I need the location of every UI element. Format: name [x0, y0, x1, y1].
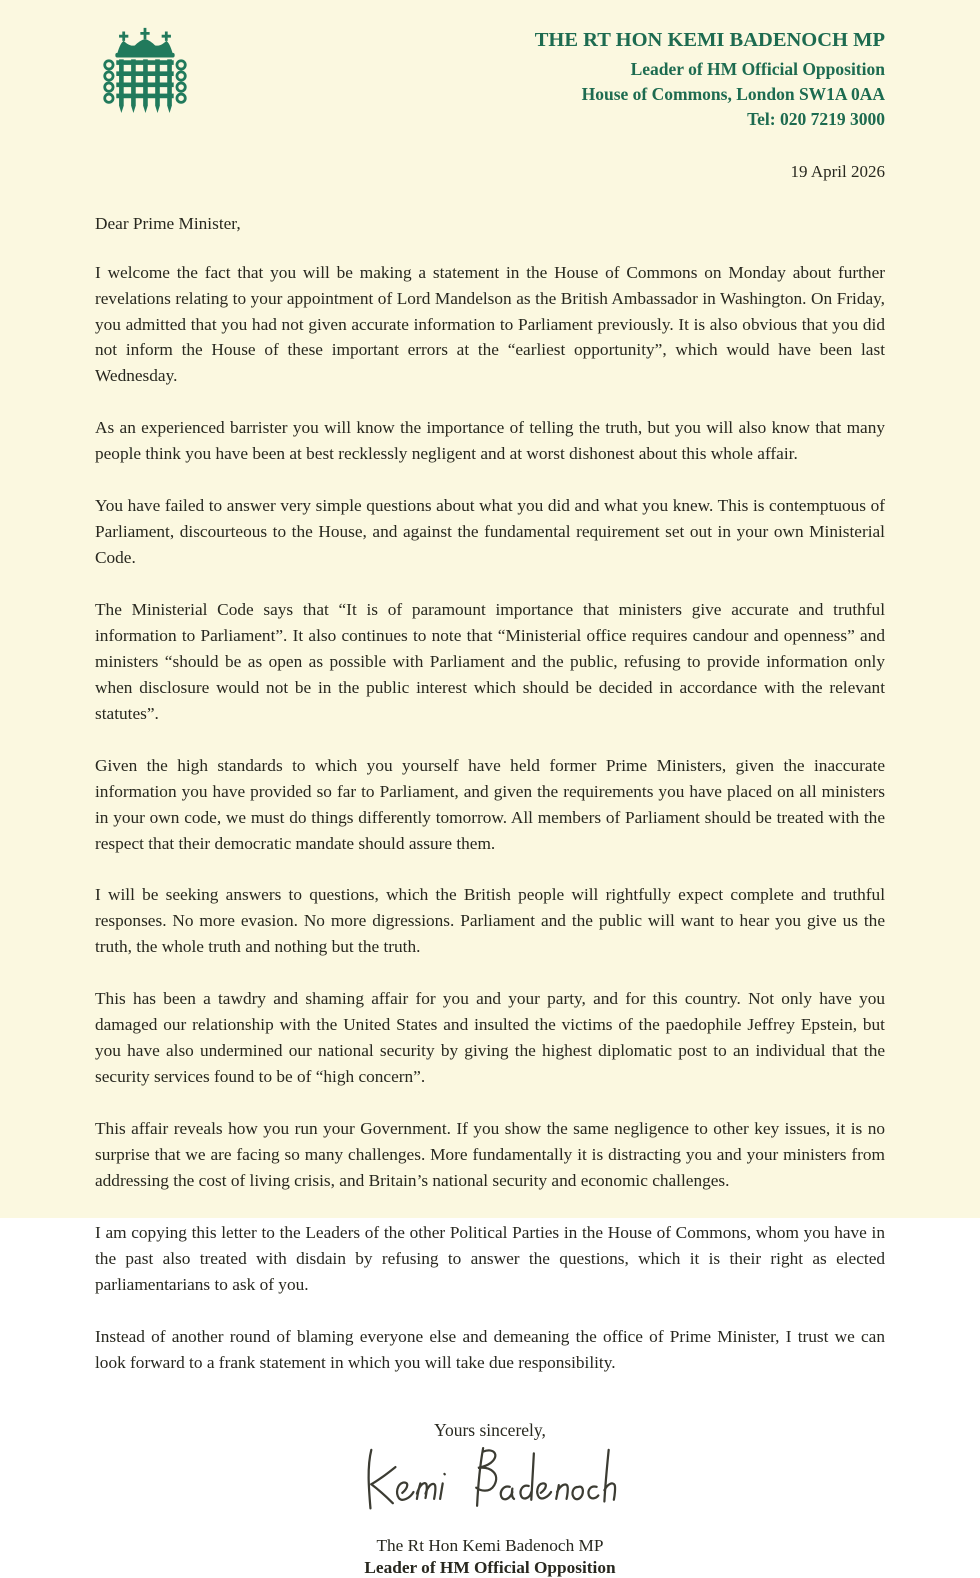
letter-paragraph: This has been a tawdry and shaming affair for you and your party, and for this country. Not only have you damaged our relationship with the United States and insulted the victims of the paedophile Jeffrey Epstein, but you have also undermined our national security by giving the highest diplomatic post to an individual that the security services found to be of “high concern”.	[95, 989, 885, 1087]
letterhead-contact-block	[535, 26, 885, 132]
portcullis-crown-logo	[95, 26, 195, 126]
signer-title: Leader of HM Official Opposition	[364, 1557, 616, 1577]
letterhead	[95, 24, 885, 132]
letter-date: 19 April 2026	[790, 161, 885, 181]
letter-paragraph: I will be seeking answers to questions, which the British people will rightfully expect complete and truthful responses. No more evasion. No more digressions. Parliament and the public will want to hear you give us the truth, the whole truth and nothing but the truth.	[95, 885, 885, 957]
letterhead-title: Leader of HM Official Opposition	[630, 59, 885, 80]
letter-paragraph: You have failed to answer very simple questions about what you did and what you knew. This is contemptuous of Parliament, discourteous to the House, and against the fundamental requirement set out in your own Ministerial Code.	[95, 496, 885, 568]
signature-block	[95, 1420, 885, 1578]
letter-paragraph: As an experienced barrister you will know the importance of telling the truth, but you will also know that many people think you have been at best recklessly negligent and at worst dishonest about this whole affair.	[95, 418, 885, 464]
letter-paragraph: The Ministerial Code says that “It is of paramount importance that ministers give accurate and truthful information to Parliament”. It also continues to note that “Ministerial office requires candour and openness” and ministers “should be as open as possible with Parliament and the public, refusing to provide information only when disclosure would not be in the public interest which should be decided in accordance with the relevant statutes”.	[95, 600, 885, 723]
letter-body	[95, 260, 885, 1376]
letter-paragraph: Given the high standards to which you yourself have held former Prime Ministers, given the inaccurate information you have provided so far to Parliament, and given the requirements you have placed on all ministers in your own code, we must do things differently tomorrow. All members of Parliament should be treated with the respect that their democratic mandate should assure them.	[95, 755, 885, 853]
letter-paragraph: Instead of another round of blaming everyone else and demeaning the office of Prime Minister, I trust we can look forward to a frank statement in which you will take due responsibility.	[95, 1326, 885, 1372]
salutation: Dear Prime Minister,	[95, 213, 241, 233]
letterhead-address: House of Commons, London SW1A 0AA	[581, 83, 885, 104]
letter-paragraph: I welcome the fact that you will be making a statement in the House of Commons on Monday about further revelations relating to your appointment of Lord Mandelson as the British Ambassador in Washington. On Friday, you admitted that you had not given accurate information to Parliament previously. It is also obvious that you did not inform the House of these important errors at the “earliest opportunity”, which would have been last Wednesday.	[95, 262, 885, 386]
letter-paragraph: I am copying this letter to the Leaders of the other Political Parties in the House of Commons, whom you have in the past also treated with disdain by refusing to answer the questions, which it is their right as elected parliamentarians to ask of you.	[95, 1222, 885, 1294]
letterhead-name: THE RT HON KEMI BADENOCH MP	[534, 29, 885, 51]
signer-name: The Rt Hon Kemi Badenoch MP	[376, 1535, 604, 1555]
letterhead-phone: Tel: 020 7219 3000	[747, 108, 885, 129]
letter-paragraph: This affair reveals how you run your Government. If you show the same negligence to other key issues, it is no surprise that we are facing so many challenges. More fundamentally it is distracting you and your ministers from addressing the cost of living crisis, and Britain’s national security and economic challenges.	[95, 1119, 885, 1190]
closing-line: Yours sincerely,	[434, 1419, 546, 1440]
handwritten-signature	[95, 1443, 885, 1534]
